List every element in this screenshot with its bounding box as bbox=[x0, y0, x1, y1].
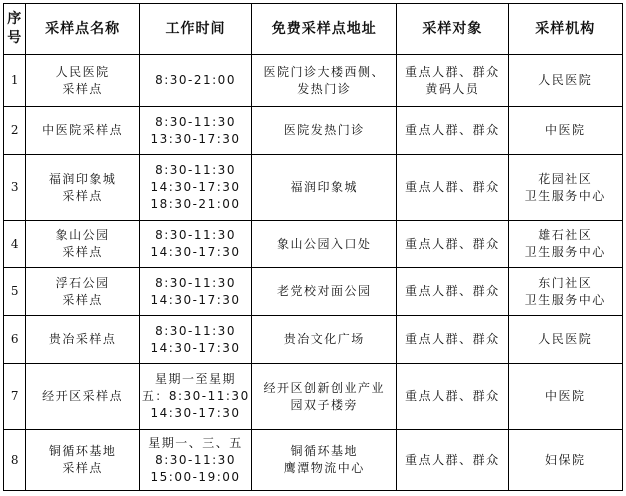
sampling-sites-table-wrapper bbox=[3, 3, 623, 491]
cell-org bbox=[508, 55, 622, 107]
cell-target bbox=[397, 364, 508, 430]
cell-name-line: 贵冶采样点 bbox=[48, 332, 117, 346]
cell-address-line: 铜循环基地 bbox=[290, 444, 358, 458]
cell-time-line: 星期一至星期 bbox=[155, 372, 237, 386]
cell-org-line: 卫生服务中心 bbox=[524, 188, 606, 203]
cell-name-line: 采样点 bbox=[62, 188, 103, 203]
cell-address-line: 园双子楼旁 bbox=[290, 397, 358, 412]
cell-org-line: 花园社区 bbox=[538, 171, 593, 186]
cell-time-line: 8:30-11:30 bbox=[155, 275, 236, 290]
cell-org bbox=[508, 155, 622, 221]
cell-target bbox=[397, 430, 508, 491]
cell-time-line: 8:30-11:30 bbox=[155, 323, 236, 338]
cell-name-line: 经开区采样点 bbox=[42, 389, 124, 403]
cell-seq: 5 bbox=[4, 268, 26, 316]
cell-org-line: 人民医院 bbox=[538, 73, 593, 87]
cell-address-line: 发热门诊 bbox=[297, 81, 352, 96]
cell-name bbox=[26, 155, 139, 221]
cell-address bbox=[252, 221, 397, 268]
cell-target-line: 重点人群、群众 bbox=[405, 284, 500, 298]
cell-org-line: 妇保院 bbox=[545, 452, 586, 467]
cell-target-line: 重点人群、群众 bbox=[405, 389, 500, 403]
cell-name-line: 采样点 bbox=[62, 81, 103, 96]
cell-time-line: 五：8:30-11:30 bbox=[141, 389, 250, 403]
header-target: 采样对象 bbox=[397, 4, 508, 55]
cell-target-line: 重点人群、群众 bbox=[405, 332, 500, 346]
header-address: 免费采样点地址 bbox=[252, 4, 397, 55]
cell-org-line: 雄石社区 bbox=[538, 228, 593, 242]
cell-org bbox=[508, 316, 622, 364]
cell-org bbox=[508, 268, 622, 316]
cell-name-line: 象山公园 bbox=[55, 228, 110, 242]
cell-time-line: 8:30-11:30 bbox=[155, 228, 236, 242]
cell-target bbox=[397, 155, 508, 221]
cell-org-line: 卫生服务中心 bbox=[524, 245, 606, 259]
cell-seq: 8 bbox=[4, 430, 26, 491]
cell-target-line: 重点人群、群众 bbox=[405, 180, 500, 194]
header-org: 采样机构 bbox=[508, 4, 622, 55]
cell-name-line: 中医院采样点 bbox=[42, 123, 124, 137]
cell-time-line: 14:30-17:30 bbox=[150, 180, 241, 194]
cell-seq: 1 bbox=[4, 55, 26, 107]
cell-target-line: 重点人群、群众 bbox=[405, 236, 500, 251]
cell-org bbox=[508, 221, 622, 268]
cell-address-line: 医院发热门诊 bbox=[283, 123, 365, 137]
cell-name-line: 采样点 bbox=[62, 461, 103, 475]
header-seq: 序 号 bbox=[4, 4, 26, 55]
header-row bbox=[4, 4, 623, 55]
cell-name-line: 铜循环基地 bbox=[48, 444, 117, 458]
cell-name-line: 采样点 bbox=[62, 245, 103, 259]
cell-target-line: 重点人群、群众 bbox=[405, 452, 500, 467]
cell-seq: 3 bbox=[4, 155, 26, 221]
cell-time-line: 18:30-21:00 bbox=[150, 197, 241, 211]
cell-time bbox=[139, 316, 251, 364]
cell-address bbox=[252, 364, 397, 430]
cell-time-line: 14:30-17:30 bbox=[150, 340, 241, 355]
cell-target bbox=[397, 107, 508, 155]
cell-time-line: 14:30-17:30 bbox=[150, 406, 241, 420]
cell-time bbox=[139, 155, 251, 221]
table-row bbox=[4, 268, 623, 316]
cell-org-line: 人民医院 bbox=[538, 332, 593, 346]
cell-time-line: 14:30-17:30 bbox=[150, 245, 241, 259]
table-row bbox=[4, 55, 623, 107]
cell-address bbox=[252, 155, 397, 221]
cell-name bbox=[26, 364, 139, 430]
cell-time bbox=[139, 107, 251, 155]
table-row bbox=[4, 155, 623, 221]
cell-time-line: 15:00-19:00 bbox=[150, 469, 241, 484]
cell-address bbox=[252, 107, 397, 155]
cell-name bbox=[26, 316, 139, 364]
cell-time-line: 8:30-11:30 bbox=[155, 163, 236, 177]
cell-address-line: 医院门诊大楼西侧、 bbox=[263, 64, 385, 79]
cell-time bbox=[139, 55, 251, 107]
cell-time-line: 8:30-11:30 bbox=[155, 452, 236, 467]
cell-address-line: 老党校对面公园 bbox=[276, 284, 372, 298]
cell-address bbox=[252, 55, 397, 107]
sampling-sites-table bbox=[3, 3, 623, 491]
cell-time-line: 14:30-17:30 bbox=[150, 292, 241, 307]
table-row bbox=[4, 107, 623, 155]
cell-time-line: 星期一、三、五 bbox=[148, 435, 243, 450]
cell-target bbox=[397, 316, 508, 364]
cell-time-line: 13:30-17:30 bbox=[150, 131, 241, 146]
cell-target-line: 重点人群、群众 bbox=[405, 64, 500, 79]
cell-address-line: 象山公园入口处 bbox=[276, 236, 372, 251]
cell-name bbox=[26, 55, 139, 107]
cell-seq: 7 bbox=[4, 364, 26, 430]
cell-org-line: 卫生服务中心 bbox=[524, 292, 606, 307]
header-name: 采样点名称 bbox=[26, 4, 139, 55]
cell-time bbox=[139, 221, 251, 268]
cell-address-line: 经开区创新创业产业 bbox=[263, 380, 385, 395]
cell-target bbox=[397, 268, 508, 316]
cell-target bbox=[397, 55, 508, 107]
cell-org bbox=[508, 107, 622, 155]
cell-seq: 6 bbox=[4, 316, 26, 364]
cell-address-line: 鹰潭物流中心 bbox=[283, 461, 365, 475]
cell-time bbox=[139, 364, 251, 430]
cell-address bbox=[252, 316, 397, 364]
cell-target-line: 黄码人员 bbox=[425, 81, 480, 96]
table-row bbox=[4, 430, 623, 491]
cell-seq: 4 bbox=[4, 221, 26, 268]
cell-org bbox=[508, 364, 622, 430]
table-row bbox=[4, 364, 623, 430]
cell-name bbox=[26, 268, 139, 316]
cell-name bbox=[26, 430, 139, 491]
cell-name bbox=[26, 221, 139, 268]
cell-time-line: 8:30-11:30 bbox=[155, 114, 236, 129]
cell-target-line: 重点人群、群众 bbox=[405, 123, 500, 137]
table-body bbox=[4, 55, 623, 491]
cell-org bbox=[508, 430, 622, 491]
cell-time bbox=[139, 268, 251, 316]
cell-address-line: 贵冶文化广场 bbox=[283, 332, 365, 346]
cell-name-line: 福润印象城 bbox=[48, 171, 117, 186]
table-row bbox=[4, 316, 623, 364]
cell-org-line: 东门社区 bbox=[538, 275, 593, 290]
cell-name-line: 采样点 bbox=[62, 292, 103, 307]
cell-address bbox=[252, 268, 397, 316]
cell-time bbox=[139, 430, 251, 491]
cell-org-line: 中医院 bbox=[545, 123, 586, 137]
table-row bbox=[4, 221, 623, 268]
cell-time-line: 8:30-21:00 bbox=[155, 73, 236, 87]
cell-address bbox=[252, 430, 397, 491]
cell-address-line: 福润印象城 bbox=[290, 180, 358, 194]
cell-name bbox=[26, 107, 139, 155]
cell-name-line: 浮石公园 bbox=[55, 275, 110, 290]
cell-org-line: 中医院 bbox=[545, 389, 586, 403]
cell-target bbox=[397, 221, 508, 268]
cell-name-line: 人民医院 bbox=[55, 64, 110, 79]
header-time: 工作时间 bbox=[139, 4, 251, 55]
cell-seq: 2 bbox=[4, 107, 26, 155]
